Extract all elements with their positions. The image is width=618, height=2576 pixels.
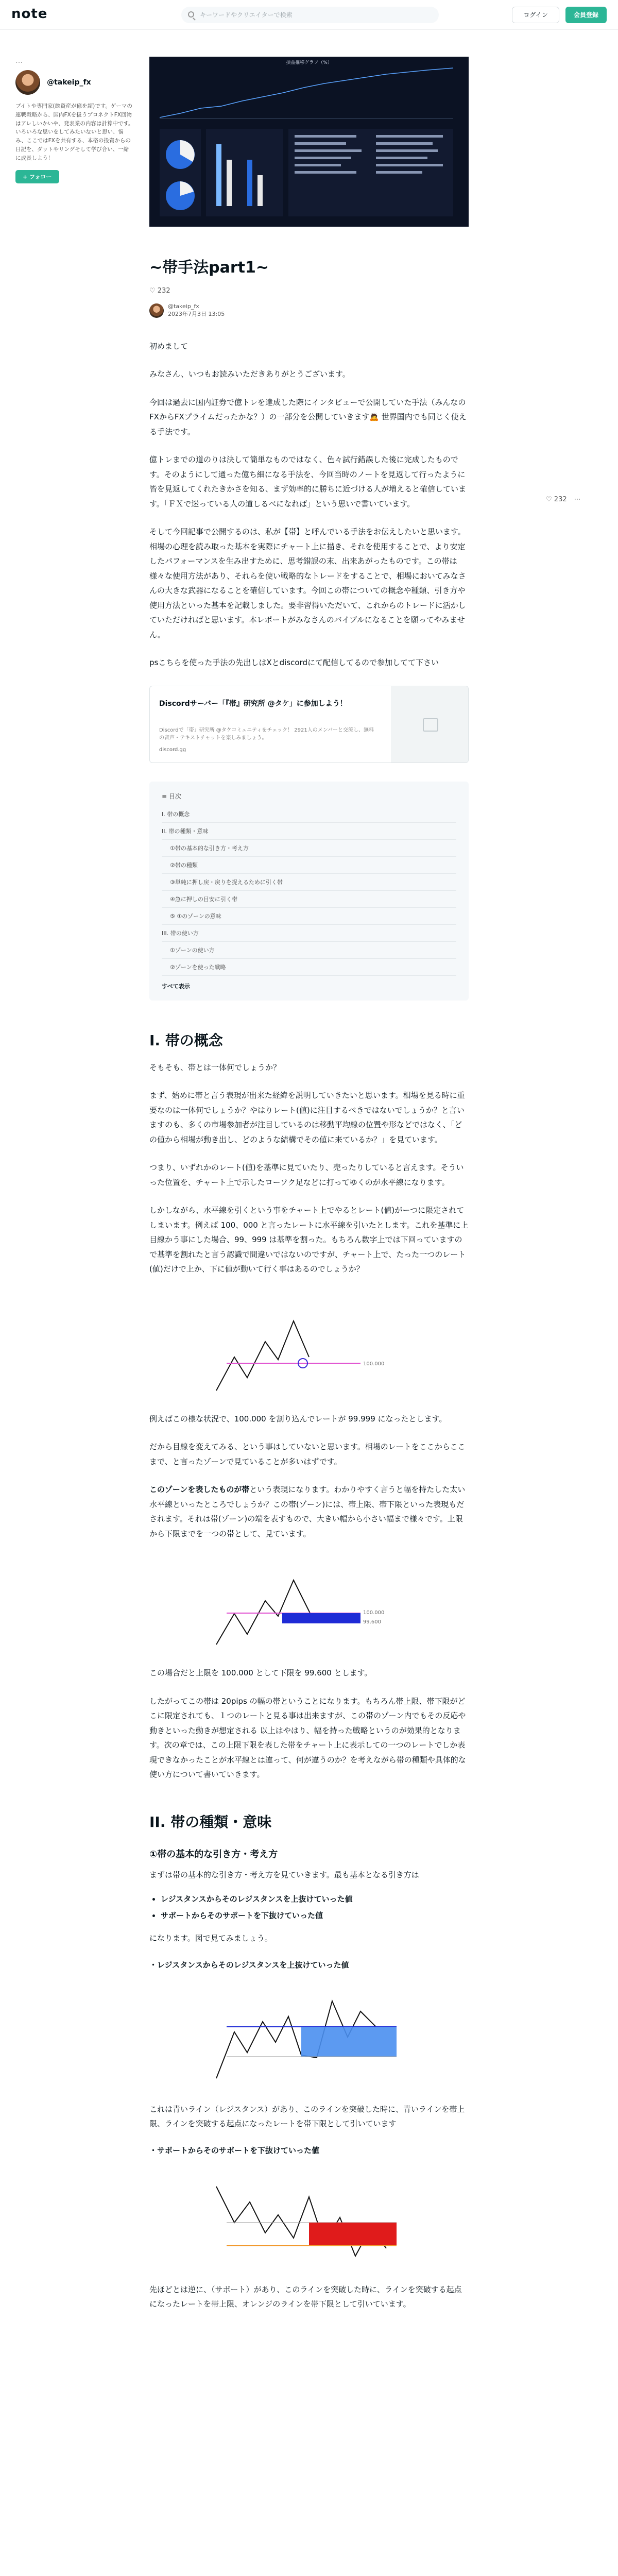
paragraph: つまり、いずれかのレート(値)を基準に見ていたり、売ったりしていると言えます。そういった位置を、チャート上で示したローソク足などに打ってゆくのが水平線になります。 [149,1163,464,1187]
like-count-top: 232 [157,287,170,295]
heart-icon: ♡ [149,287,156,295]
toc-item[interactable]: ①ゾーンの使い方 [162,942,456,959]
list-item: • レジスタンスからそのレジスタンスを上抜けていった値 [161,1891,469,1908]
section-heading: II. 帯の種類・意味 [149,1813,272,1831]
paragraph: 初めまして [149,341,188,351]
toc-heading: ≡ 目次 [162,792,181,800]
paragraph: そもそも、帯とは一体何でしょうか？ [149,1062,281,1072]
paragraph: 今回は過去に国内証券で億トレを達成した際にインタビューで公開していた手法（みんなのFXからFXプライムだったかな？）の一部分を公開していきます🙇 世界国内でも同じく使える手法です。 [149,397,467,436]
paragraph: 例えばこの様な状況で、100.000 を割り込んでレートが 99.999 になったとします。 [149,1414,447,1423]
figure-label: 100.000 [363,1361,385,1367]
toc-item[interactable]: III. 帯の使い方 [162,925,456,942]
paragraph [149,1482,469,1541]
hero-title: 損益推移グラフ（%） [286,60,332,65]
author-sidebar [15,57,134,183]
toc-item[interactable]: II. 帯の種類・意味 [162,823,456,840]
embed-url: discord.gg [159,747,186,753]
bullet-list [161,1891,469,1924]
zone-band [282,1613,360,1623]
toc-item[interactable]: ⑤ ①のゾーンの意味 [162,908,456,925]
toc-item[interactable]: ③単純に押し戻・戻りを捉えるために引く帯 [162,874,456,891]
article-column [149,57,469,2312]
like-count: 232 [554,496,567,503]
share-icon[interactable]: ⋯ [574,496,581,503]
paragraph: この場合だと上限を 100.000 として下限を 99.600 とします。 [149,1668,372,1678]
paragraph: になります。図で見てみましょう。 [149,1934,272,1943]
paragraph: 先ほどとは逆に、（サポート）があり、このラインを突破した時に、ラインを突破する起点になったレートを帯上限、オレンジのラインを帯下限として引いています。 [149,2284,462,2309]
search-placeholder: キーワードやクリエイターで検索 [200,11,293,19]
post-date: 2023年7月3日 13:05 [168,310,225,317]
header-image [149,57,469,227]
author-name[interactable]: @takeip_fx [168,303,199,310]
paragraph: しかしながら、水平線を引くという事をチャート上でやるとレート(値)がーつに限定されてしまいます。例えば 100、000 と言ったレートに水平線を引いたとします。これを基準に上目線かう事にした場合、99、999 は基準を割った。もちろん数字上では下回っていますので基準を割れたと言う認識で間違いではないのですが、チャート上で、たった一つのレート(値)だけで上か、下に値が動いて行く事はあるのでしょうか？ [149,1206,469,1274]
figure-label-top: 100.000 [363,1610,385,1616]
paragraph: 億トレまでの道のりは決して簡単なものではなく、色々試行錯誤した後に完成したものです。そのようにして通った億ち細になる手法を、今回当時のノートを見返して行ったように皆を見返してくれたきかさを知る、まず効率的に勝ちに近づける人が増えると確信しています。「ＦＸで迷っている人の道しるべになれば」という思いで書いています。 [149,455,467,509]
author-bio: ブイトや専門家(総資産が億を超)です。ゲーマの連戦戦略から、国内FXを扱うプロネクトFX回物はアレしいかいや、発表業の内容は計算中です。いろいろな思いをしてみたいないと思い、悩み、ここではFXを共有する、本格の投資からの日記を、ダットやリングそして学び合い、一緒に成長しよう！ [15,103,134,161]
subsection-heading: ①帯の基本的な引き方・考え方 [149,1849,278,1860]
article-title: ~帯手法part1~ [149,259,269,277]
resistance-band-figure [206,1980,412,2089]
figure-heading: ・サポートからそのサポートを下抜けていった値 [149,2145,320,2155]
paragraph: したがってこの帯は 20pips の幅の帯ということになります。もちろん帯上限、帯下限がどこに限定されても、１つのレートと見る事は出来ますが、この帯のゾーン内でもその反応や動きといった動きが想定される 以上はやはり、幅を持った戦略というのが効果的となります。次の章では、この上限下限を表した帯をチャート上に表示しての一つのレートでしか表現できなかったことが水平線とは違って、何が違うのか？を考えながら帯の種類や具体的な使い方について書いていきます。 [149,1696,466,1780]
support-band-figure [206,2166,412,2269]
author-avatar[interactable] [149,303,164,318]
floating-actions [546,496,581,503]
heart-icon: ♡ [546,496,552,503]
site-header [0,0,618,30]
figure-heading: ・レジスタンスからそのレジスタンスを上抜けていった値 [149,1960,349,1970]
embed-description: Discordで「帯」研究所 @タケコミュニティをチェック！ 2921人のメンバーと交流し、無料の音声・テキストチャットを楽しみましょう。 [159,727,374,741]
list-item: • サポートからそのサポートを下抜けていった値 [161,1908,469,1924]
emphasis: このゾーンを表したものが帯 [149,1485,250,1495]
toc-item[interactable]: ④急に押しの目安に引く帯 [162,891,456,908]
zone-band-figure [206,1565,412,1652]
paragraph: そして今回記事で公開するのは、私が【帯】と呼んでいる手法をお伝えしたいと思います。相場の心理を読み取った基本を実際にチャート上に描き、それを使用することで、より安定したパフォーマンスを生み出すために、思考錯誤の末、出来あがったものです。この帯は様々な使用方法があり、それらを使い戦略的なトレードをすることで、相場においてみなさんの大きな武器になることを確信しています。今回この帯についての概念や種類、引き方や使用方法といった基本を記載しました。要非習得いただいて、これからのトレードに活かしていただければと思います。本レポートがみなさんのバイブルになることを願ってやみません。 [149,527,466,639]
sidebar-username[interactable]: @takeip_fx [47,78,91,87]
toc-item[interactable]: ②ゾーンを使った戦略 [162,959,456,976]
table-of-contents [149,782,469,1001]
login-button[interactable]: ログイン [512,7,559,23]
embed-title: Discordサーバー「『帯』研究所 @タケ」に参加しよう！ [159,699,347,708]
paragraph: psこちらを使った手法の先出しはXとdiscordにて配信してるので参加してて下さい [149,658,439,668]
figure-label-bottom: 99.600 [363,1619,381,1625]
avatar[interactable] [15,70,40,95]
paragraph: みなさん、いつもお読みいただきありがとうございます。 [149,369,350,379]
zone-band [301,2027,397,2057]
toc-heading-label: 目次 [168,792,181,800]
paragraph: これは青いライン（レジスタンス）があり、このラインを突破した時に、青いラインを帯上限、ラインを突破する起点になったレートを帯下限として引いています [149,2104,465,2129]
zone-band [309,2223,397,2246]
toc-show-all-button[interactable]: すべて表示 [162,982,190,990]
discord-embed-card[interactable] [149,686,469,763]
like-button[interactable] [546,496,567,503]
note-logo[interactable]: note [11,6,48,22]
follow-button[interactable]: + フォロー [15,170,59,183]
section-heading: I. 帯の概念 [149,1031,223,1049]
follow-label: フォロー [29,173,52,180]
search-icon [188,11,194,18]
toc-item[interactable]: I. 帯の概念 [162,806,456,823]
paragraph: まずは帯の基本的な引き方・考え方を見ていきます。最も基本となる引き方は [149,1870,419,1879]
image-placeholder-icon [391,686,468,762]
toc-item[interactable]: ②帯の種類 [162,857,456,874]
paragraph: だから目線を変えてみる、という事はしていないと思います。相場のレートをここからここまで、と言ったゾーンで見ていることが多いはずです。 [149,1442,466,1466]
like-button-top[interactable] [149,287,469,295]
toc-item[interactable]: ①帯の基本的な引き方・考え方 [162,840,456,857]
horizontal-line-figure [206,1300,412,1398]
paragraph-rest: という表現になります。わかりやすく言うと幅を持たした太い水平線といったところでしょうか？この帯(ゾーン)には、帯上限、帯下限といった表現もだされます。それは帯(ゾーン)の端を表すもので、大きい幅から小さい幅まで様々です。上限から下限までを一つの帯として、見ています。 [149,1485,466,1538]
signup-button[interactable]: 会員登録 [565,7,607,23]
author-info[interactable] [149,303,469,318]
paragraph: まず、始めに帯と言う表現が出来た経緯を説明していきたいと思います。相場を見る時に重要なのは一体何でしょうか？やはりレート(値)に注目するべきではないでしょうか？と言いますのも、多くの市場参加者が注目しているのは移動平均線の位置や形などではなく、「どの値から相場が動き出し、どのような結構でその値に来ているか？」を見ています。 [149,1091,465,1144]
dashboard-illustration [149,57,469,227]
search-input[interactable] [181,7,439,23]
more-menu-icon[interactable]: … [15,57,23,65]
